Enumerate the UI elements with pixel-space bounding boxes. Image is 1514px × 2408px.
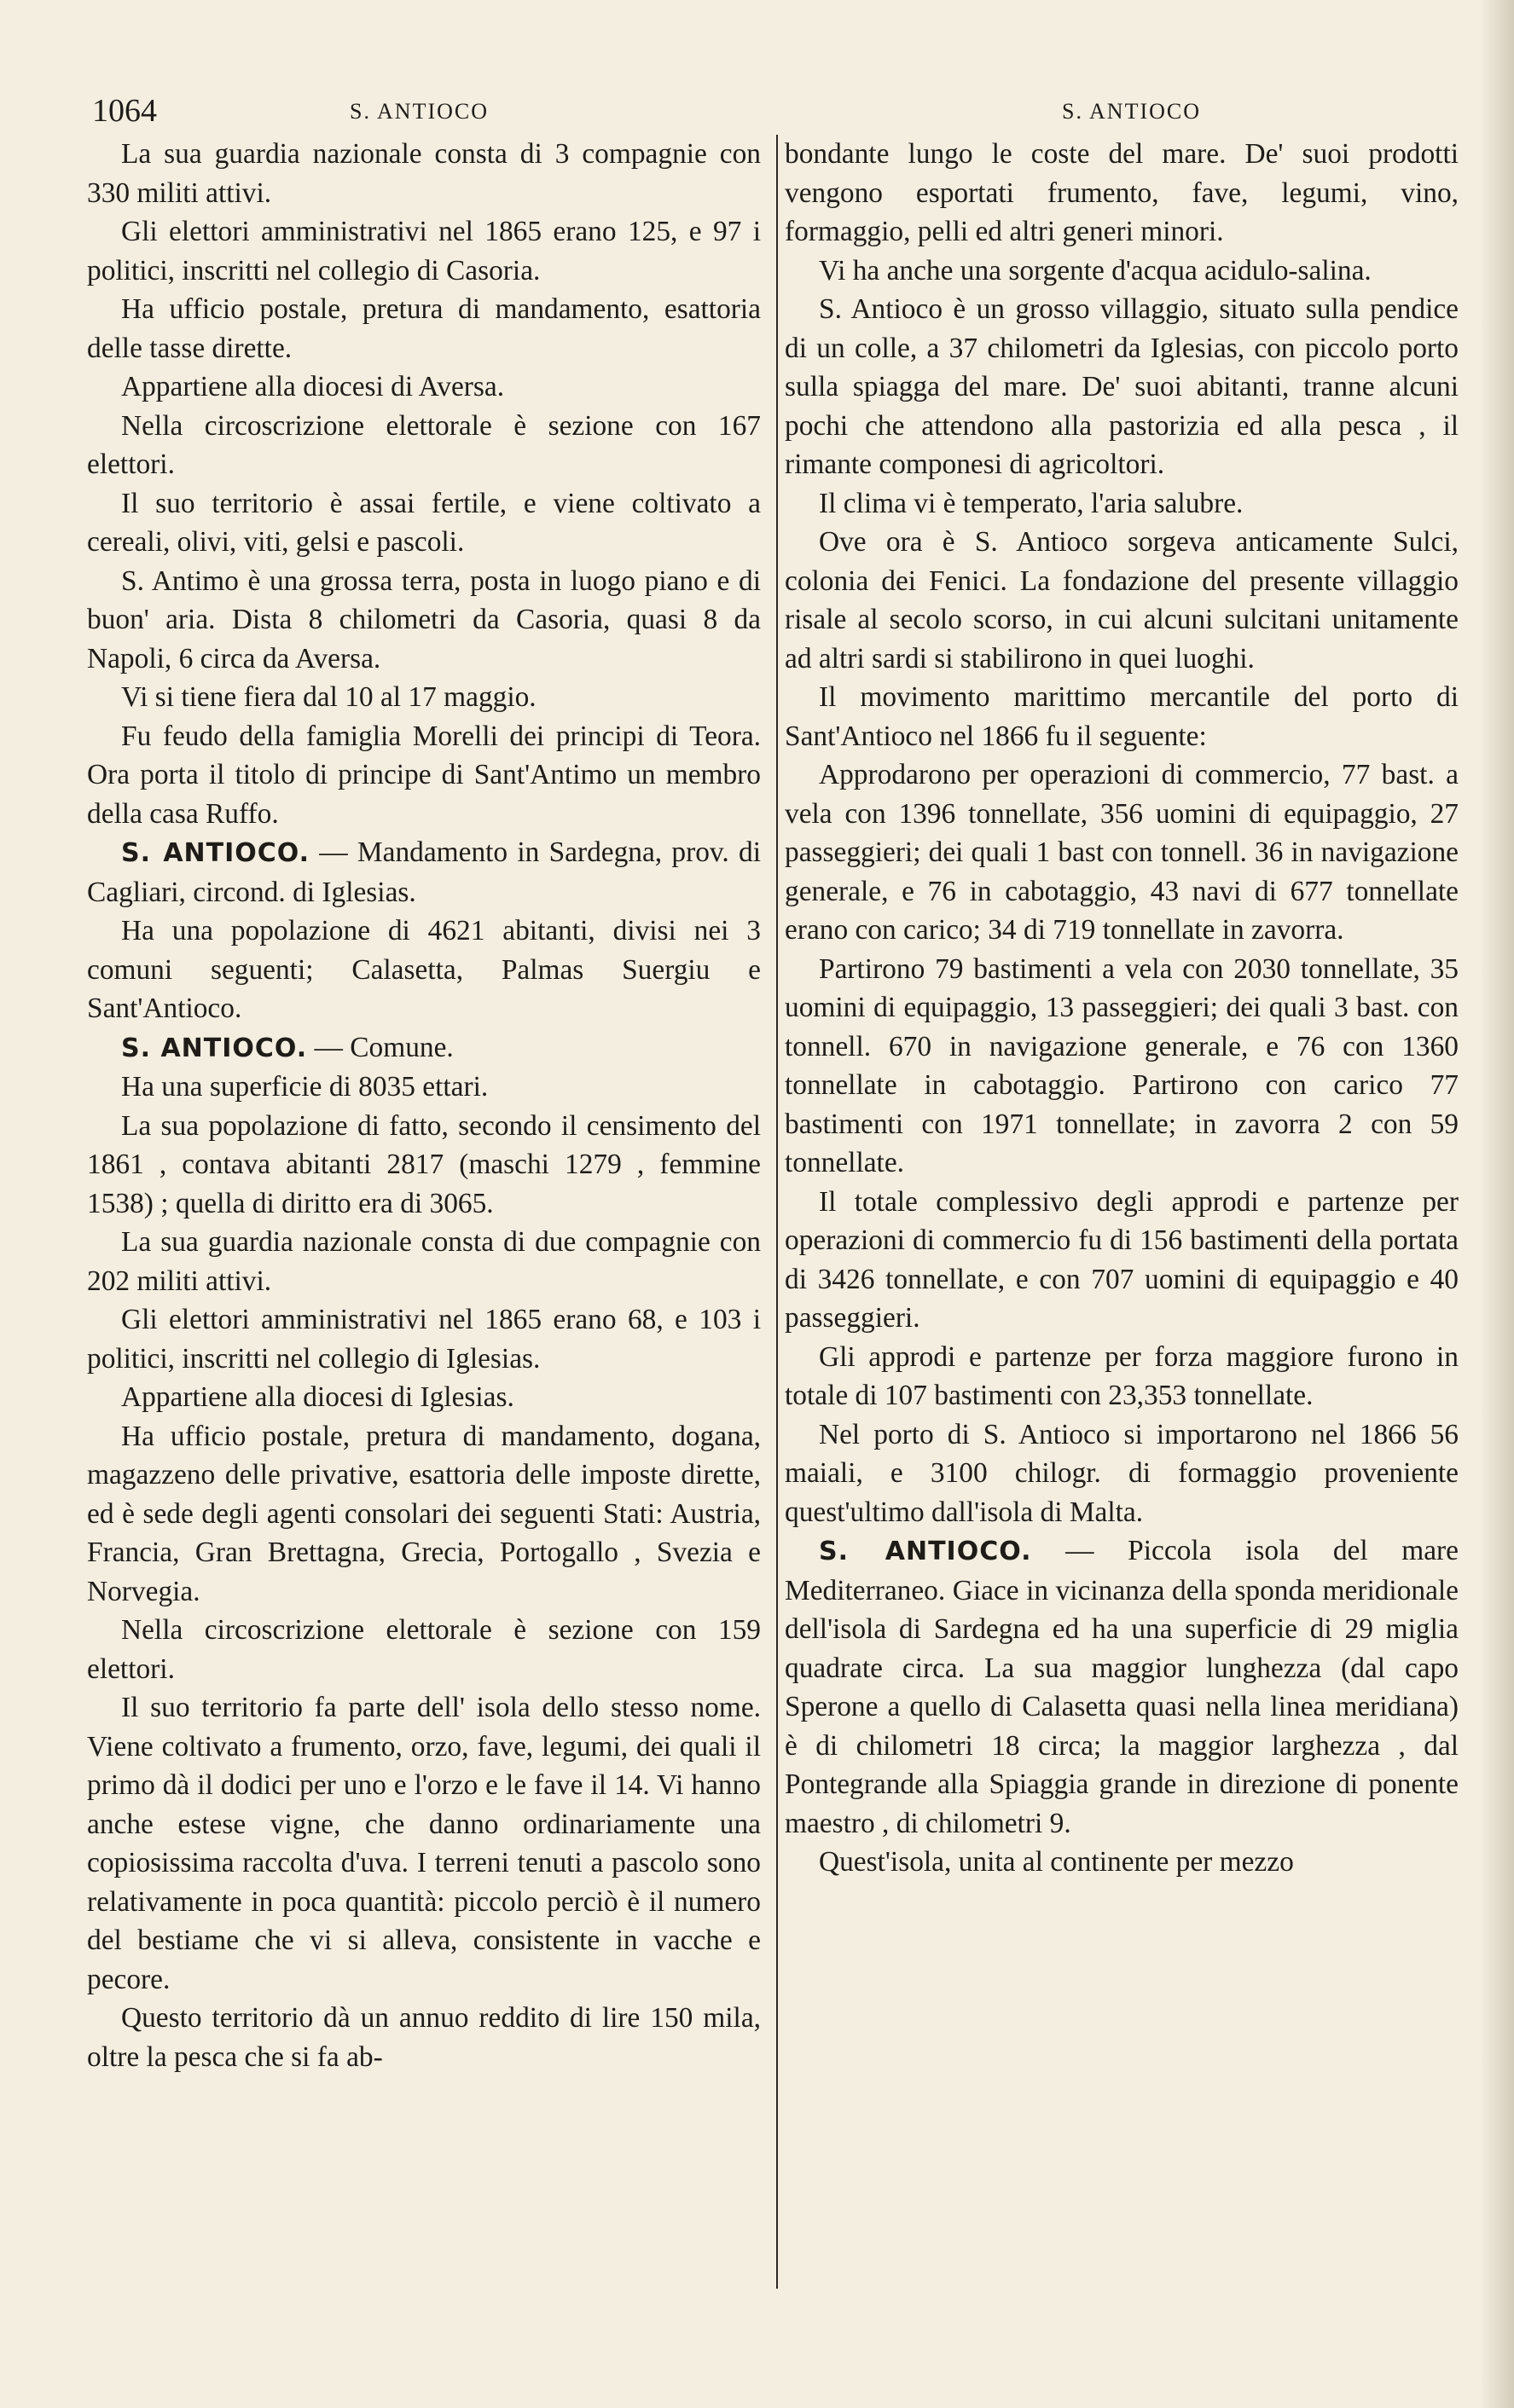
- paragraph-text: Il totale complessivo degli approdi e partenze per operazioni di commercio fu di 156 bastimenti della portata di 3426 tonnellate, e con 707 uomini di equipaggio e 40 passeggieri.: [785, 1185, 1459, 1334]
- paragraph-text: Appartiene alla diocesi di Iglesias.: [121, 1381, 514, 1413]
- paragraph: [87, 678, 761, 717]
- paragraph: [785, 1843, 1459, 1882]
- entry-heading: S. ANTIOCO.: [121, 838, 310, 868]
- entry-heading: S. ANTIOCO.: [819, 1537, 1032, 1566]
- paragraph-text: — Piccola isola del mare Mediterraneo. Giace in vicinanza della sponda meridionale dell'isola di Sardegna ed ha una superficie di 29 miglia quadrate circa. La sua maggior lunghezza (dal capo Sperone a quello di Calasetta quasi nella linea meridiana) è di chilometri 18 circa; la maggior larghezza , dal Pontegrande alla Spiaggia grande in direzione di ponente maestro , di chilometri 9.: [785, 1535, 1459, 1839]
- paragraph: [87, 1688, 761, 1999]
- paragraph: [87, 912, 761, 1028]
- paragraph-text: S. Antioco è un grosso villaggio, situato sulla pendice di un colle, a 37 chilometri da Iglesias, con piccolo porto sulla spiagga del mare. De' suoi abitanti, tranne alcuni pochi che attendono alla pastorizia ed alla pesca , il rimante componesi di agricoltori.: [785, 293, 1459, 480]
- paragraph-text: Nella circoscrizione elettorale è sezione con 159 elettori.: [87, 1614, 761, 1685]
- paragraph-text: Approdarono per operazioni di commercio, 77 bast. a vela con 1396 tonnellate, 356 uomini di equipaggio, 27 passeggieri; dei quali 1 bast con tonnell. 36 in navigazione generale, e 76 in cabotaggio, 43 navi di 677 tonnellate erano con carico; 34 di 719 tonnellate in zavorra.: [785, 759, 1459, 946]
- paragraph: [87, 290, 761, 368]
- paragraph: [87, 368, 761, 407]
- paragraph: [785, 1183, 1459, 1338]
- paragraph: [785, 484, 1459, 524]
- paragraph: [87, 1417, 761, 1612]
- paragraph-text: Appartiene alla diocesi di Aversa.: [121, 371, 505, 402]
- paragraph-text: Partirono 79 bastimenti a vela con 2030 tonnellate, 35 uomini di equipaggio, 13 passeggieri; dei quali 3 bast. con tonnell. 670 in navigazione generale, e 76 con 1360 tonnellate in cabotaggio. Partirono con carico 77 bastimenti con 1971 tonnellate; in zavorra 2 con 59 tonnellate.: [785, 952, 1459, 1178]
- running-head-left: S. ANTIOCO: [350, 99, 490, 124]
- paragraph-text: Il suo territorio è assai fertile, e viene coltivato a cereali, olivi, viti, gelsi e pascoli.: [87, 487, 761, 558]
- paragraph-text: Fu feudo della famiglia Morelli dei principi di Teora. Ora porta il titolo di principe di Sant'Antimo un membro della casa Ruffo.: [87, 720, 761, 830]
- paragraph-text: Questo territorio dà un annuo reddito di lire 150 mila, oltre la pesca che si fa ab-: [87, 2002, 761, 2073]
- paragraph-text: Gli elettori amministrativi nel 1865 erano 125, e 97 i politici, inscritti nel collegio di Casoria.: [87, 216, 761, 287]
- paragraph-text: Vi ha anche una sorgente d'acqua acidulo-salina.: [819, 254, 1372, 287]
- paragraph: [87, 484, 761, 562]
- paragraph-text: Nella circoscrizione elettorale è sezione con 167 elettori.: [87, 409, 761, 480]
- paragraph-text: Nel porto di S. Antioco si importarono nel 1866 56 maiali, e 3100 chilogr. di formaggio proveniente quest'ultimo dall'isola di Malta.: [785, 1418, 1459, 1528]
- paragraph-text: Il suo territorio fa parte dell' isola dello stesso nome. Viene coltivato a frumento, orzo, fave, legumi, dei quali il primo dà il dodici per uno e l'orzo e le fave il 14. Vi hanno anche estese vigne, che danno ordinariamente una copiosissima raccolta d'uva. I terreni tenuti a pascolo sono relativamente in poca quantità: piccolo perciò è il numero del bestiame che vi si alleva, consistente in vacche e pecore.: [87, 1692, 761, 1995]
- paragraph: [87, 1999, 761, 2076]
- paragraph: [785, 755, 1459, 950]
- paragraph-text: Vi si tiene fiera dal 10 al 17 maggio.: [121, 681, 537, 713]
- paragraph: [87, 1223, 761, 1300]
- paragraph-text: Ove ora è S. Antioco sorgeva anticamente Sulci, colonia dei Fenici. La fondazione del presente villaggio risale al secolo scorso, in cui alcuni sulcitani unitamente ad altri sardi si stabilirono in quei luoghi.: [785, 526, 1459, 674]
- left-column: [87, 135, 761, 2076]
- paragraph-text: Gli elettori amministrativi nel 1865 erano 68, e 103 i politici, inscritti nel collegio di Iglesias.: [87, 1304, 761, 1375]
- paragraph-text: Ha una popolazione di 4621 abitanti, divisi nei 3 comuni seguenti; Calasetta, Palmas Suergiu e Sant'Antioco.: [87, 915, 761, 1024]
- paragraph: [87, 1028, 761, 1068]
- paragraph: [87, 833, 761, 912]
- paragraph-text: — Comune.: [307, 1031, 454, 1063]
- running-head-right: S. ANTIOCO: [1062, 99, 1202, 124]
- paragraph-text: Quest'isola, unita al continente per mezzo: [819, 1846, 1294, 1878]
- paragraph-text: S. Antimo è una grossa terra, posta in luogo piano e di buon' aria. Dista 8 chilometri da Casoria, quasi 8 da Napoli, 6 circa da Aversa.: [87, 564, 761, 674]
- paragraph-text: La sua popolazione di fatto, secondo il censimento del 1861 , contava abitanti 2817 (maschi 1279 , femmine 1538) ; quella di diritto era di 3065.: [87, 1109, 761, 1219]
- paragraph: [785, 678, 1459, 755]
- paragraph-text: bondante lungo le coste del mare. De' suoi prodotti vengono esportati frumento, fave, legumi, vino, formaggio, pelli ed altri generi minori.: [785, 138, 1459, 247]
- paragraph-text: Il clima vi è temperato, l'aria salubre.: [819, 487, 1244, 519]
- paragraph: [785, 252, 1459, 291]
- paragraph-text: Ha ufficio postale, pretura di mandamento, dogana, magazzeno delle privative, esattoria delle imposte dirette, ed è sede degli agenti consolari dei seguenti Stati: Austria, Francia, Gran Brettagna, Grecia, Portogallo , Svezia e Norvegia.: [87, 1420, 761, 1607]
- paragraph: [785, 1531, 1459, 1843]
- paragraph-text: — Mandamento in Sardegna, prov. di Cagliari, circond. di Iglesias.: [87, 836, 761, 908]
- paragraph: [87, 212, 761, 290]
- paragraph: [87, 1378, 761, 1417]
- paragraph: [87, 562, 761, 679]
- page-number: 1064: [92, 93, 157, 129]
- paragraph-text: La sua guardia nazionale consta di due compagnie con 202 militi attivi.: [87, 1226, 761, 1297]
- paragraph: [785, 1338, 1459, 1415]
- page-edge-shadow: [1480, 0, 1514, 2408]
- column-divider: [776, 135, 778, 2289]
- page-header: [0, 92, 1514, 135]
- paragraph-text: Il movimento marittimo mercantile del porto di Sant'Antioco nel 1866 fu il seguente:: [785, 681, 1459, 752]
- entry-heading: S. ANTIOCO.: [121, 1033, 308, 1063]
- paragraph: [785, 290, 1459, 484]
- paragraph: [87, 1068, 761, 1107]
- paragraph-text: Ha ufficio postale, pretura di mandamento, esattoria delle tasse dirette.: [87, 293, 761, 364]
- paragraph: [87, 1107, 761, 1224]
- right-column: [785, 135, 1459, 1882]
- paragraph: [87, 717, 761, 834]
- paragraph: [785, 523, 1459, 678]
- paragraph-text: La sua guardia nazionale consta di 3 compagnie con 330 militi attivi.: [87, 138, 761, 209]
- paragraph: [87, 407, 761, 484]
- paragraph: [87, 1300, 761, 1378]
- paragraph: [87, 1611, 761, 1688]
- paragraph: [785, 1415, 1459, 1532]
- paragraph: [785, 135, 1459, 252]
- paragraph: [785, 950, 1459, 1183]
- paragraph: [87, 135, 761, 212]
- paragraph-text: Gli approdi e partenze per forza maggiore furono in totale di 107 bastimenti con 23,353 tonnellate.: [785, 1340, 1459, 1411]
- paragraph-text: Ha una superficie di 8035 ettari.: [121, 1071, 489, 1103]
